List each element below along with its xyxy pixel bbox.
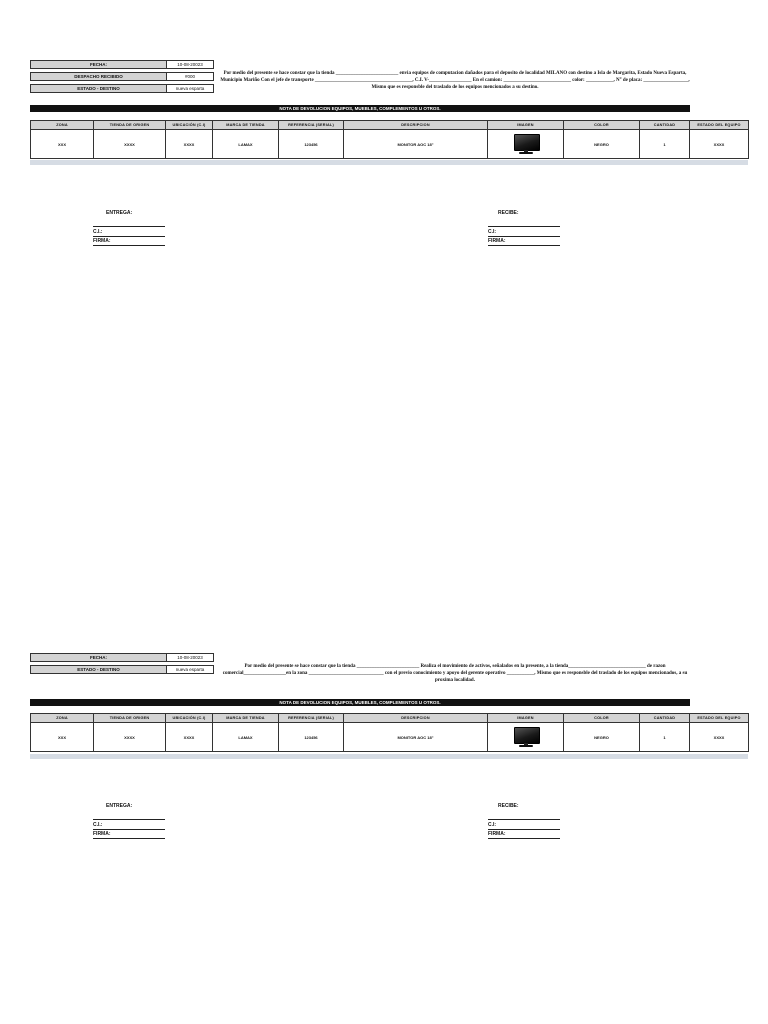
monitor-image-icon [513, 726, 539, 748]
cell-color: NEGRO [564, 723, 640, 752]
items-table [30, 713, 749, 752]
cell-cantidad: 1 [640, 130, 690, 159]
cell-zona: XXX [31, 723, 94, 752]
column-header: DESCRIPCION [344, 121, 488, 130]
header-row-fecha [30, 653, 213, 661]
entrega-ci-field: C.I.: [93, 819, 165, 830]
entrega-title: ENTREGA: [106, 210, 133, 216]
header-value: #000 [166, 72, 214, 81]
table-row [31, 723, 749, 752]
column-header: MARCA DE TIENDA [213, 121, 279, 130]
cell-ubicacion: XXXX [166, 130, 213, 159]
column-header: REFERENCIA (SERIAL) [279, 714, 344, 723]
column-header: ZONA [31, 714, 94, 723]
column-header: DESCRIPCION [344, 714, 488, 723]
form-title: NOTA DE DEVOLUCION EQUIPOS, MUEBLES, COMPLEMENTOS U OTROS. [30, 699, 690, 706]
header-label: ESTADO - DESTINO [30, 84, 167, 93]
cell-cantidad: 1 [640, 723, 690, 752]
header-value: 10-08-20023 [166, 653, 214, 662]
cell-zona: XXX [31, 130, 94, 159]
column-header: TIENDA DE ORIGEN [94, 121, 166, 130]
cell-marca: LAMAX [213, 130, 279, 159]
declaration-paragraph: Por medio del presente se hace constar que la tienda _________________________ Realiza el movimiento de activos, señalados en la presente, a la tienda_______________________________ de razon comercial_________________en la zona ______________________________ con el previo conocimiento y apoyo del gerente operativo ___________, Mismo que es responsble del traslado de los equipos mencionados, a su proxima localidad. [222, 664, 688, 683]
recibe-ci-field: C.I: [488, 226, 560, 237]
cell-estado: XXXX [690, 130, 749, 159]
recibe-title: RECIBE: [498, 803, 519, 809]
recibe-title: RECIBE: [498, 210, 519, 216]
header-value: nueva esparta [166, 84, 214, 93]
cell-color: NEGRO [564, 130, 640, 159]
column-header: UBICACIÓN (C.I) [166, 121, 213, 130]
form-title: NOTA DE DEVOLUCION EQUIPOS, MUEBLES, COMPLEMENTOS U OTROS. [30, 105, 690, 112]
cell-ubicacion: XXXX [166, 723, 213, 752]
column-header: IMAGEN [488, 714, 564, 723]
header-value: nueva esparta [166, 665, 214, 674]
cell-tienda: XXXX [94, 723, 166, 752]
cell-tienda: XXXX [94, 130, 166, 159]
column-header: REFERENCIA (SERIAL) [279, 121, 344, 130]
recibe-firma-field: FIRMA: [488, 236, 560, 246]
cell-marca: LAMAX [213, 723, 279, 752]
cell-imagen [488, 723, 564, 752]
recibe-firma-field: FIRMA: [488, 829, 560, 839]
cell-referencia: 123456 [279, 130, 344, 159]
column-header: IMAGEN [488, 121, 564, 130]
header-label: FECHA: [30, 653, 167, 662]
table-footer-band [30, 754, 748, 759]
header-row-estado [30, 665, 213, 673]
cell-estado: XXXX [690, 723, 749, 752]
column-header: COLOR [564, 121, 640, 130]
entrega-title: ENTREGA: [106, 803, 133, 809]
column-header: ESTADO DEL EQUIPO [690, 121, 749, 130]
column-header: COLOR [564, 714, 640, 723]
cell-descripcion: MONITOR AOC 18" [344, 130, 488, 159]
header-label: FECHA: [30, 60, 167, 69]
column-header: ESTADO DEL EQUIPO [690, 714, 749, 723]
table-header-row [31, 714, 749, 723]
entrega-ci-field: C.I.: [93, 226, 165, 237]
column-header: TIENDA DE ORIGEN [94, 714, 166, 723]
column-header: MARCA DE TIENDA [213, 714, 279, 723]
header-label: ESTADO - DESTINO [30, 665, 167, 674]
cell-referencia: 123456 [279, 723, 344, 752]
cell-descripcion: MONITOR AOC 18" [344, 723, 488, 752]
entrega-firma-field: FIRMA: [93, 236, 165, 246]
entrega-firma-field: FIRMA: [93, 829, 165, 839]
declaration-paragraph: Por medio del presente se hace constar que la tienda _________________________ envia equipos de computacion dañados para el deposito de localidad MILANO con destino a Isla de Margarita, Estado Nueva Esparta, Municipio Mariño Con el jefe de transporte _______________________________________, C.I. V-_________________ En el camion: ___________________________ color: ___________, N° de placa: __________________, Mismo que es responsble del traslado de los equipos mencionados a su destino. [220, 71, 690, 90]
column-header: ZONA [31, 121, 94, 130]
column-header: CANTIDAD [640, 121, 690, 130]
column-header: UBICACIÓN (C.I) [166, 714, 213, 723]
header-label: DESPACHO RECIBIDO [30, 72, 167, 81]
recibe-ci-field: C.I: [488, 819, 560, 830]
header-value: 10-08-20023 [166, 60, 214, 69]
column-header: CANTIDAD [640, 714, 690, 723]
